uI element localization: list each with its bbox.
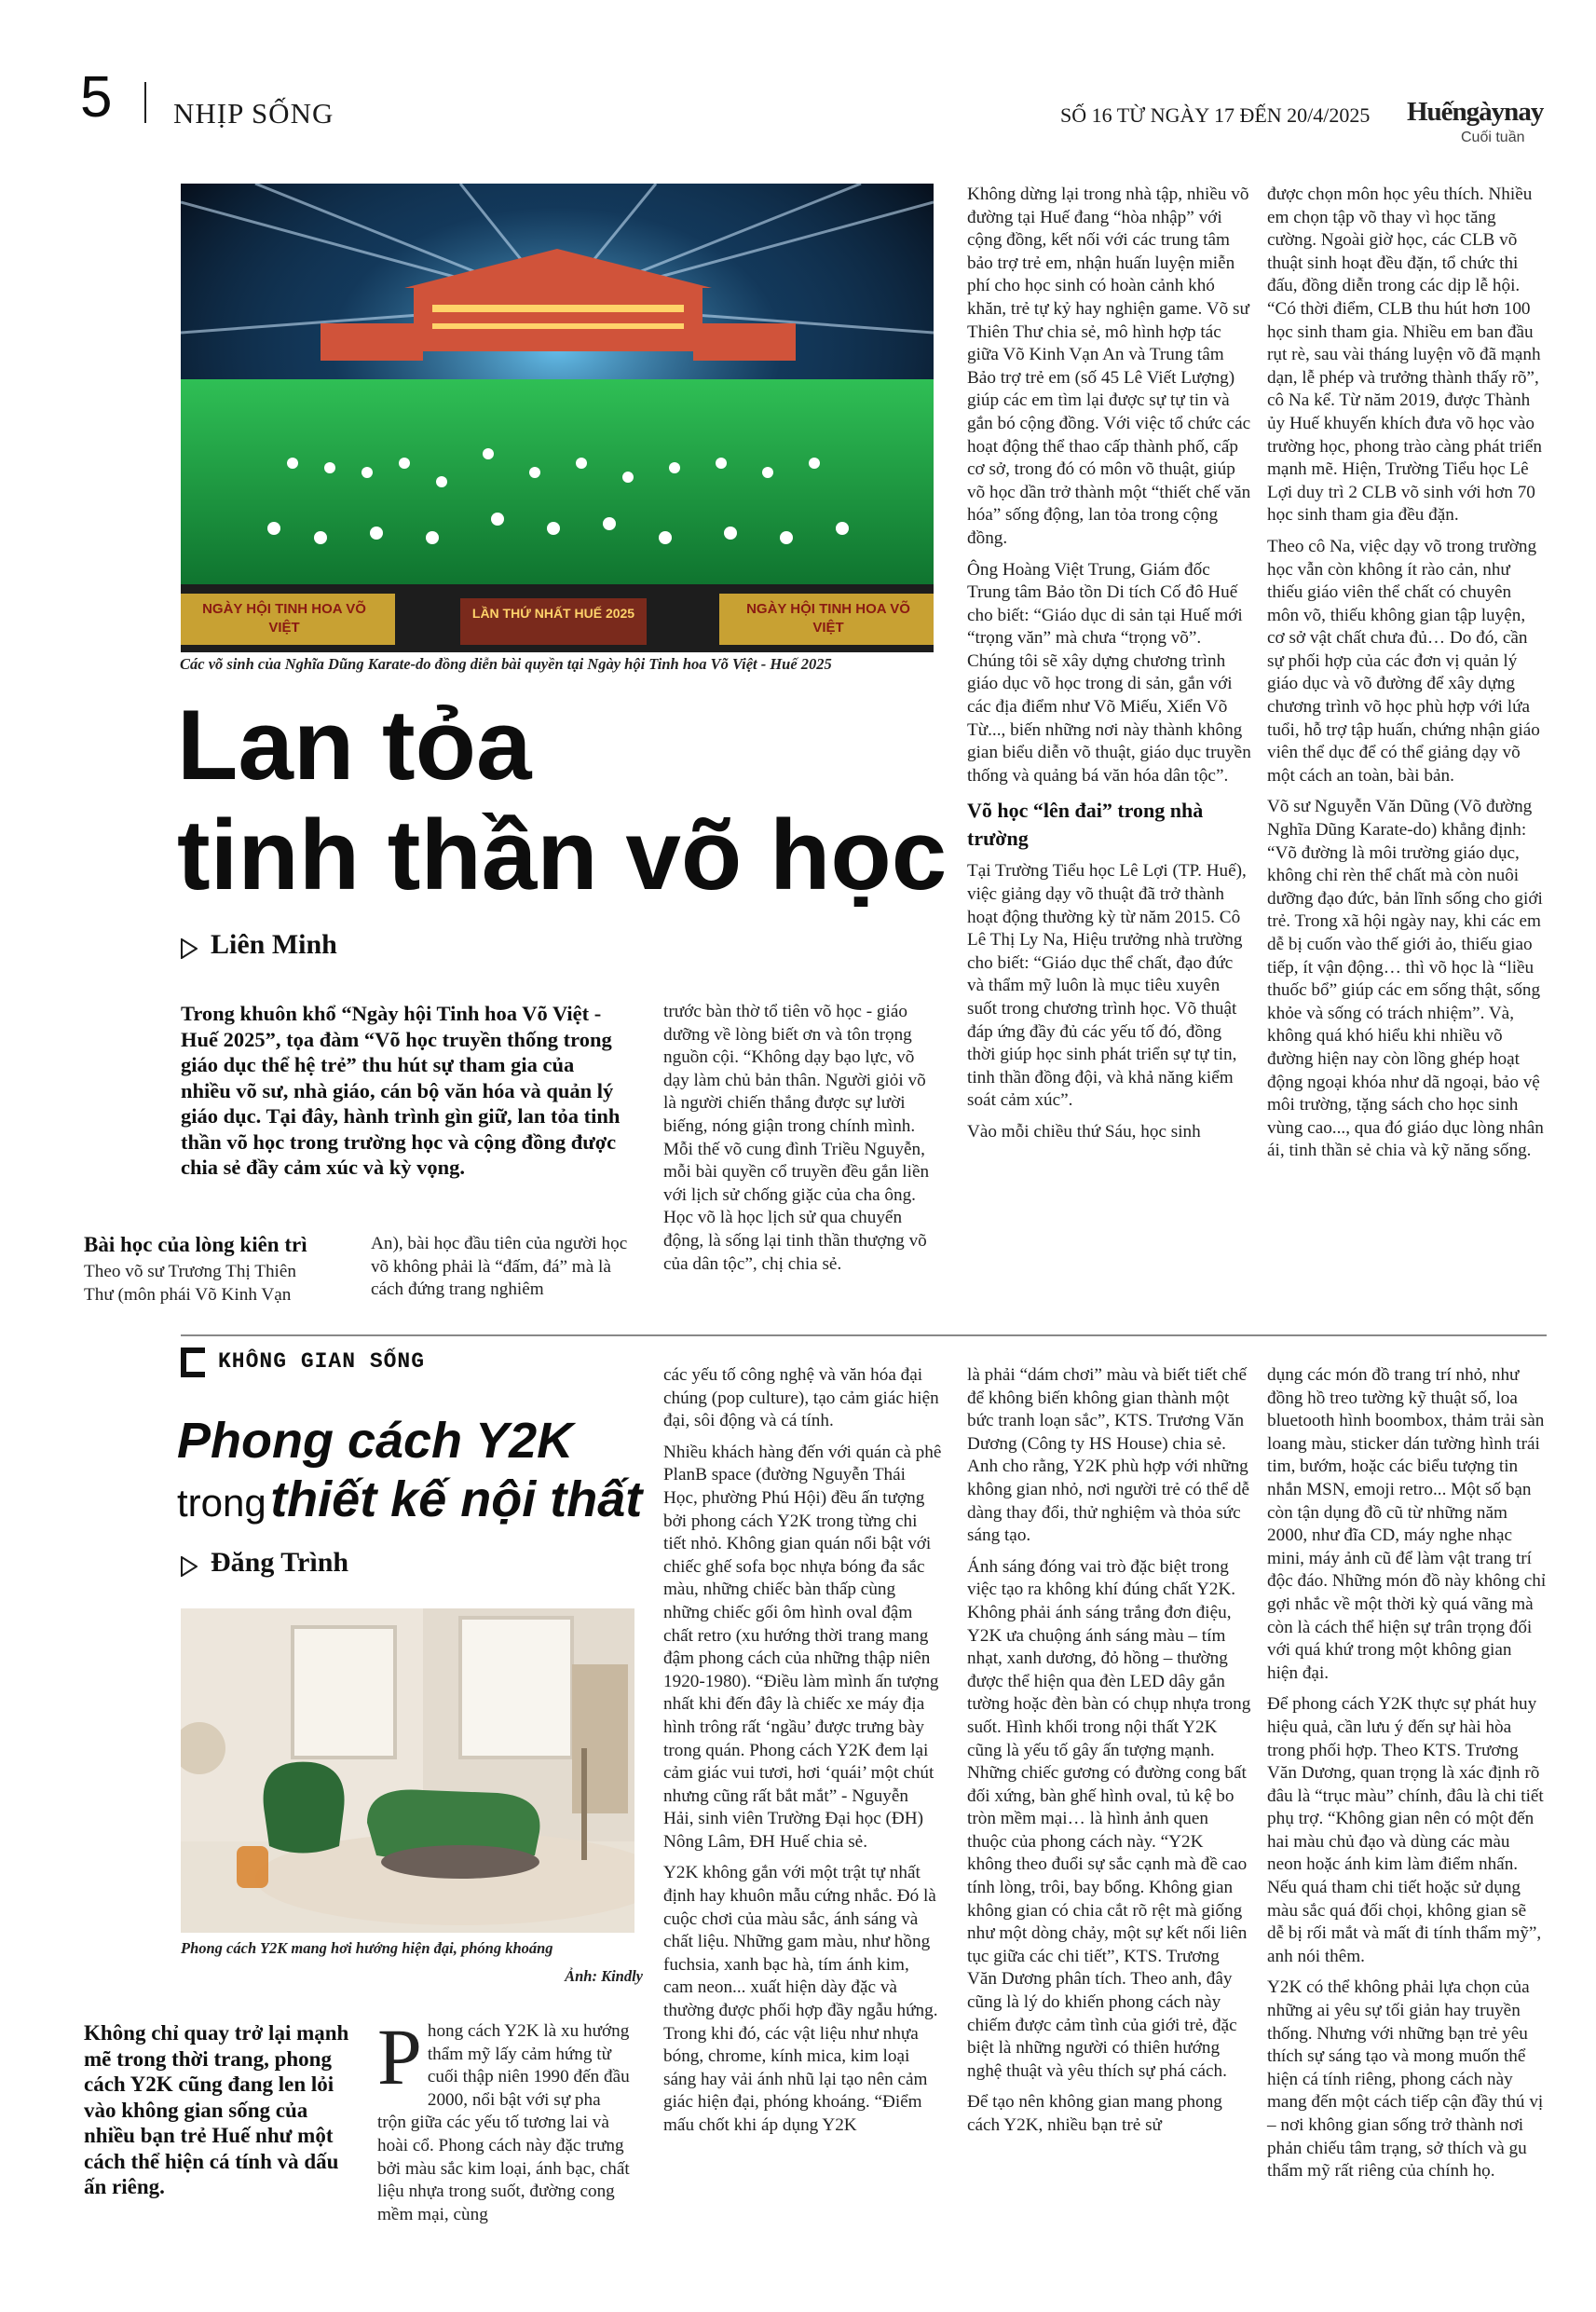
paragraph: Theo võ sư Trương Thị Thiên Thư (môn phái Võ Kinh Vạn [84,1262,296,1305]
section-label: KHÔNG GIAN SỐNG [218,1349,426,1374]
section-label-box [181,1348,623,1381]
photo-banner-center: LẦN THỨ NHẤT HUẾ 2025 [471,606,635,621]
photo-banner-left: NGÀY HỘI TINH HOA VÕ VIỆT [202,601,366,636]
author-name-2: Đăng Trình [211,1547,349,1578]
dropcap: P [377,2012,422,2101]
paragraph: Để phong cách Y2K thực sự phát huy hiệu quả, cần lưu ý đến sự hài hòa trong phối hợp. Theo KTS. Trương Văn Dương, quan trọng là xác định rõ đâu là “trục màu” chính, đâu là chi tiết phụ trợ. “Không gian nên có một đến hai màu chủ đạo và dùng các màu neon hoặc ánh kim làm điểm nhấn. Nếu quá tham chi tiết hoặc sử dụng màu sắc quá đối chọi, không gian sẽ dễ bị rối mắt và mất đi tính thẩm mỹ”, anh nói thêm. [1267,1694,1544,1966]
title2-trong: trong [177,1481,266,1525]
article2-column-a [377,2012,634,2226]
byline-arrow-icon [181,935,198,955]
paragraph: An), bài học đầu tiên của người học võ không phải là “đấm, đá” mà là cách đứng trang nghiêm [371,1234,628,1300]
paragraph: Nhiều khách hàng đến với quán cà phê PlanB space (đường Nguyễn Thái Học, phường Phú Hội) đều ấn tượng bởi phong cách Y2K trong từng chi tiết nhỏ. Không gian quán nổi bật với chiếc ghế sofa bọc nhựa bóng đa sắc màu, những chiếc bàn thấp cùng những chiếc gối ôm hình oval đậm chất retro (xu hướng thời trang mang đậm phong cách của những thập niên 1920-1980). “Điều làm mình ấn tượng nhất khi đến đây là chiếc xe máy địa hình trông rất ‘ngầu’ được trưng bày trong quán. Phong cách Y2K đem lại cảm giác vui tươi, hơi ‘quái’ một chút nhưng cũng rất bắt mắt” - Nguyễn Hải, sinh viên Trường Đại học (ĐH) Nông Lâm, ĐH Huế chia sẻ. [663,1442,942,1852]
article1-column-c [663,1001,943,1284]
author-name: Liên Minh [211,929,337,960]
byline-arrow-icon [181,1553,198,1573]
article-title-1 [177,690,950,910]
paragraph: Võ sư Nguyễn Văn Dũng (Võ đường Nghĩa Dũng Karate-do) khẳng định: “Võ đường là môi trường giáo dục, không chỉ rèn thể chất mà còn nuôi dưỡng đạo đức, bản lĩnh sống cho giới trẻ. Trong xã hội ngày nay, khi các em dễ bị cuốn vào thế giới ảo, thiếu giao tiếp, ít vận động… thì võ học là “liều thuốc bổ” giúp các em sống thật, sống khỏe và sống có trách nhiệm”. Và, không quá khó hiểu khi nhiều võ đường hiện nay còn lồng ghép hoạt động ngoại khóa như dã ngoại, bảo vệ môi trường, tặng sách cho học sinh vùng cao..., qua đó giáo dục lòng nhân ái, tinh thần sẻ chia và kỹ năng sống. [1267,797,1544,1161]
paragraph: Không dừng lại trong nhà tập, nhiều võ đường tại Huế đang “hòa nhập” với cộng đồng, kết nối với các trung tâm bảo trợ trẻ em, nhận huấn luyện miễn phí cho học sinh có hoàn cảnh khó khăn, trẻ tự kỷ hay nghiện game. Võ sư Thiên Thư chia sẻ, mô hình hợp tác giữa Võ Kinh Vạn An và Trung tâm Bảo trợ trẻ em (số 45 Lê Viết Lượng) giúp các em tìm lại được sự tự tin và gắn bó cộng đồng. Với việc tổ chức các hoạt động thể thao cấp thành phố, cấp cơ sở, trong đó có môn võ thuật, giúp võ học dần trở thành một “thiết chế văn hóa” sống động, lan tỏa trong cộng đồng. [967,185,1251,548]
paragraph: được chọn môn học yêu thích. Nhiều em chọn tập võ thay vì học tăng cường. Ngoài giờ học, các CLB võ thuật sinh hoạt đều đặn, tổ chức thi đấu, đồng diễn trong các dịp lễ hội. “Có thời điểm, CLB thu hút hơn 100 học sinh tham gia. Nhiều em ban đầu rụt rè, sau vài tháng luyện võ đã mạnh dạn, lễ phép và trưởng thành thấy rõ”, cô Na kể. Từ năm 2019, được Thành ủy Huế khuyến khích đưa võ học vào trường học, phong trào càng phát triển mạnh mẽ. Hiện, Trường Tiểu học Lê Lợi duy trì 2 CLB võ sinh với hơn 70 học sinh tham gia đều đặn. [1267,185,1542,526]
paragraph: các yếu tố công nghệ và văn hóa đại chúng (pop culture), tạo cảm giác hiện đại, sôi động và cá tính. [663,1365,939,1431]
article-title-2 [177,1411,643,1541]
page-number: 5 [80,65,113,130]
martial-arts-photo-illustration [181,184,934,652]
martial-arts-photo [181,184,934,652]
article2-column-c [967,1364,1251,2146]
paragraph-text: hong cách Y2K là xu hướng thẩm mỹ lấy cảm hứng từ cuối thập niên 1990 đến đầu 2000, nổi bật với sự pha trộn giữa các yếu tố tương lai và hoài cổ. Phong cách này đặc trưng bởi màu sắc kim loại, ánh bạc, chất liệu nhựa trong suốt, đường cong mềm mại, cùng [377,2021,630,2224]
newspaper-logo [1407,97,1584,171]
photo-caption-2: Phong cách Y2K mang hơi hướng hiện đại, phóng khoáng [181,1939,553,1957]
article1-column-e [1267,184,1547,1171]
paragraph: Ánh sáng đóng vai trò đặc biệt trong việc tạo ra không khí đúng chất Y2K. Không phải ánh sáng trắng đơn điệu, Y2K ưa chuộng ánh sáng màu – tím nhạt, xanh dương, đỏ hồng – thường được thể hiện qua đèn LED dây gắn tường hoặc đèn bàn có chụp nhựa trong suốt. Hình khối trong nội thất Y2K cũng là yếu tố gây ấn tượng mạnh. Những chiếc gương có đường cong bất đối xứng, bàn ghế hình oval, tủ kệ bo tròn mềm mại… là hình ảnh quen thuộc của phong cách này. “Y2K không theo đuổi sự sắc cạnh mà đề cao tính lòng, trôi, bay bổng. Không gian không gian có chia cắt rõ rệt mà giống như một dòng chảy, một sự kết nối liên tục giữa các chi tiết”, KTS. Trương Văn Dương phân tích. Theo anh, đây cũng là lý do khiến phong cách này chiếm được cảm tình của giới trẻ, đặc biệt là những người có thiên hướng nghệ thuật và yêu thích sự phá cách. [967,1556,1251,2081]
paragraph: Vào mỗi chiều thứ Sáu, học sinh [967,1121,1201,1142]
logo-sub: Cuối tuần [1461,130,1525,145]
photo-caption-1: Các võ sinh của Nghĩa Dũng Karate-do đồng diễn bài quyền tại Ngày hội Tinh hoa Võ Việt - Huế 2025 [180,655,832,673]
title-line-2: tinh thần võ học [177,799,948,910]
header-divider [144,82,146,123]
section-divider [181,1334,1547,1336]
byline-1 [181,929,337,961]
photo-credit: Ảnh: Kindly [565,1967,643,1985]
paragraph: Theo cô Na, việc dạy võ trong trường học vẫn còn không ít rào cản, như thiếu giáo viên thể chất có chuyên môn võ, thiếu không gian tập luyện, cơ sở vật chất chưa đủ… Do đó, cần sự phối hợp của các đơn vị quản lý giáo dục và võ đường để xây dựng chương trình võ học phù hợp với lứa tuổi, hỗ trợ tập huấn, chứng nhận giáo viên thể dục để có thể giảng dạy võ một cách an toàn, bài bản. [1267,536,1540,786]
section-label-bracket-icon [181,1348,205,1377]
title-line-1: Lan tỏa [177,689,532,800]
lead-paragraph-2: Không chỉ quay trở lại mạnh mẽ trong thời trang, phong cách Y2K cũng đang len lỏi vào không gian sống của nhiều bạn trẻ Huế như một cách thể hiện cá tính và dấu ấn riêng. [84,2021,349,2198]
interior-photo-illustration [181,1608,634,1933]
title2-emphasis: thiết kế nội thất [270,1471,643,1527]
article2-column-b [663,1364,943,2146]
paragraph: Y2K có thể không phải lựa chọn của những ai yêu sự tối giản hay truyền thống. Nhưng với những bạn trẻ yêu thích sự sáng tạo và mong muốn thể hiện cá tính riêng, phong cách này mang đến một cách tiếp cận đầy thú vị – nơi không gian sống trở thành nơi phản chiếu tâm trạng, sở thích và gu thẩm mỹ rất riêng của chính họ. [1267,1977,1544,2182]
byline-2 [181,1547,348,1579]
interior-photo [181,1608,634,1933]
paragraph [377,2012,634,2226]
article2-column-d [1267,1364,1547,2192]
article1-column-b [371,1233,636,1310]
subhead-2: Võ học “lên đai” trong nhà trường [967,799,1204,851]
title2-line-2 [177,1471,643,1541]
paragraph: dụng các món đồ trang trí nhỏ, như đồng hồ treo tường kỹ thuật số, loa bluetooth hình boombox, thảm trải sàn loang màu, sticker dán tường hình trái tim, bướm, hoặc các biểu tượng tin nhắn MSN, emoji retro... Một số bạn còn tận dụng đồ cũ từ những năm 2000, như đĩa CD, máy nghe nhạc mini, máy ảnh cũ để làm vật trang trí độc đáo. Những món đồ này không chỉ gợi nhắc về một thời kỳ quá vãng mà còn là cách thể hiện sự trân trọng đối với quá khứ trong một không gian hiện đại. [1267,1365,1547,1683]
paragraph: Ông Hoàng Việt Trung, Giám đốc Trung tâm Bảo tồn Di tích Cố đô Huế cho biết: “Giáo dục di sản tại Huế mới “trọng văn” mà chưa “trọng võ”. Chúng tôi sẽ xây dựng chương trình giáo dục võ học trong di sản, gắn với các địa điểm như Võ Miếu, Xiển Võ Từ..., biến những nơi này thành không gian biểu diễn võ thuật, giáo dục truyền thống và quảng bá văn hóa dân tộc”. [967,559,1251,786]
paragraph: Y2K không gắn với một trật tự nhất định hay khuôn mẫu cứng nhắc. Đó là cuộc chơi của màu sắc, ánh sáng và chất liệu. Những gam màu, như hồng fuchsia, xanh bạc hà, tím ánh kim, cam neon... xuất hiện dày đặc và thường được phối hợp đầy ngẫu hứng. Trong khi đó, các vật liệu như nhựa bóng, chrome, kính mica, kim loại sáng hay vải ánh nhũ lại tạo nên cảm giác hiện đại, phóng khoáng. “Điểm mấu chốt khi áp dụng Y2K [663,1863,938,2135]
title2-line-1: Phong cách Y2K [177,1413,574,1469]
page-header [0,0,1596,158]
paragraph: Để tạo nên không gian mang phong cách Y2K, nhiều bạn trẻ sử [967,2092,1222,2135]
paragraph: trước bàn thờ tổ tiên võ học - giáo dưỡng về lòng biết ơn và tôn trọng nguồn cội. “Không dạy bạo lực, võ dạy làm chủ bản thân. Người giỏi võ là người chiến thắng được sự lười biếng, nóng giận trong chính mình. Mỗi thế võ cung đình Triều Nguyễn, mỗi bài quyền cổ truyền đều gắn liền với lịch sử chống giặc của cha ông. Học võ là học lịch sử qua chuyển động, là sống lại tinh thần thượng võ của dân tộc”, chị chia sẻ. [663,1002,930,1274]
paragraph: là phải “dám chơi” màu và biết tiết chế để không biến không gian thành một bức tranh loạn sắc”, KTS. Trương Văn Dương (Công ty HS House) chia sẻ. Anh cho rằng, Y2K phù hợp với những không gian nhỏ, nơi người trẻ có thể dễ dàng thay đổi, thử nghiệm và thỏa sức sáng tạo. [967,1365,1249,1546]
photo-banner-right: NGÀY HỘI TINH HOA VÕ VIỆT [746,601,910,636]
section-name: NHỊP SỐNG [173,97,334,130]
logo-text: Huếngàynay [1407,97,1544,127]
paragraph: Tại Trường Tiểu học Lê Lợi (TP. Huế), việc giảng dạy võ thuật đã trở thành hoạt động thường kỳ từ năm 2015. Cô Lê Thị Ly Na, Hiệu trưởng nhà trường cho biết: “Giáo dục thể chất, đạo đức và thẩm mỹ luôn là mục tiêu xuyên suốt trong chương trình học. Võ thuật đáp ứng đầy đủ các yếu tố đó, đồng thời giúp học sinh phát triển sự tự tin, tinh thần đồng đội, và khả năng kiểm soát cảm xúc”. [967,861,1247,1111]
article1-column-d [967,184,1251,1153]
lead-paragraph-1: Trong khuôn khổ “Ngày hội Tinh hoa Võ Việt - Huế 2025”, tọa đàm “Võ học truyền thống trong giáo dục thể hệ trẻ” thu hút sự tham gia của nhiều võ sư, nhà giáo, cán bộ văn hóa và quản lý giáo dục. Tại đây, hành trình gìn giữ, lan tỏa tinh thần võ học trong trường học và cộng đồng được chia sẻ đầy cảm xúc và kỳ vọng. [181,1002,621,1179]
article1-column-a [84,1261,326,1315]
issue-info: SỐ 16 TỪ NGÀY 17 ĐẾN 20/4/2025 [1060,103,1371,127]
subhead-1: Bài học của lòng kiên trì [84,1233,307,1256]
